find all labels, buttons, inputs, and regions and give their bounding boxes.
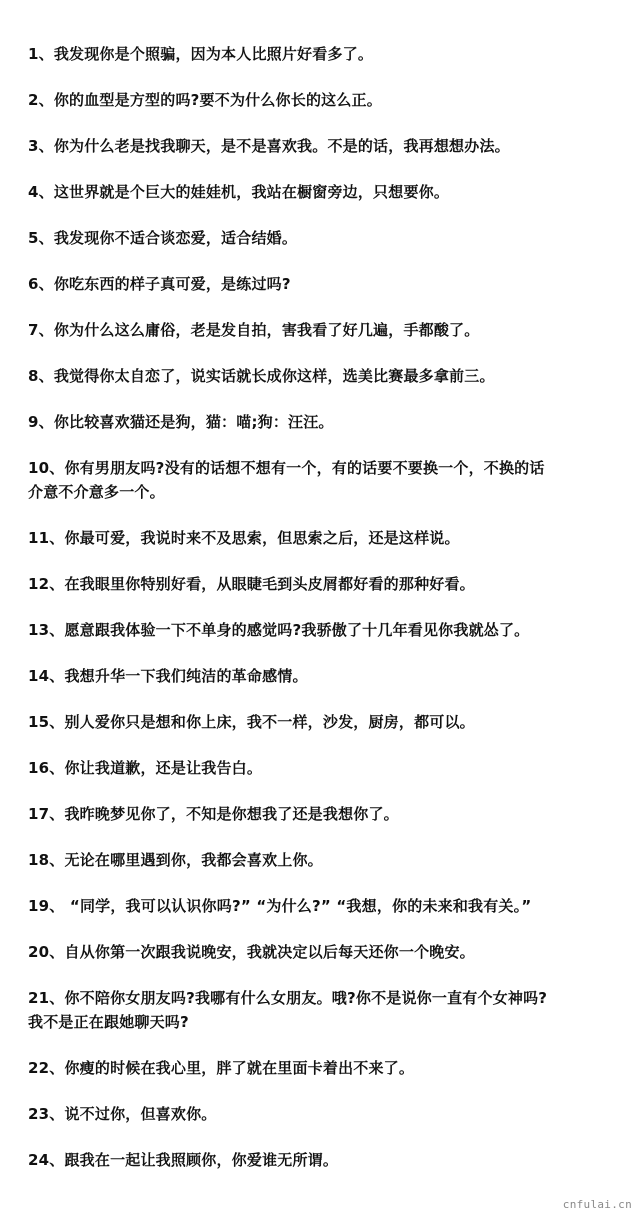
list-item-3: 3、你为什么老是找我聊天，是不是喜欢我。不是的话，我再想想办法。 bbox=[28, 137, 510, 155]
watermark: cnfulai.cn bbox=[562, 1198, 632, 1211]
list-item-19: 19、 “同学，我可以认识你吗?” “为什么?” “我想，你的未来和我有关。” bbox=[28, 897, 532, 915]
list-item-6: 6、你吃东西的样子真可爱，是练过吗? bbox=[28, 275, 291, 293]
list-item-15: 15、别人爱你只是想和你上床，我不一样，沙发，厨房，都可以。 bbox=[28, 713, 475, 731]
list-item-12: 12、在我眼里你特别好看，从眼睫毛到头皮屑都好看的那种好看。 bbox=[28, 575, 475, 593]
list-item-13: 13、愿意跟我体验一下不单身的感觉吗?我骄傲了十几年看见你我就怂了。 bbox=[28, 621, 530, 639]
list-item-18: 18、无论在哪里遇到你，我都会喜欢上你。 bbox=[28, 851, 323, 869]
list-item-11: 11、你最可爱，我说时来不及思索，但思索之后，还是这样说。 bbox=[28, 529, 460, 547]
list-item-5: 5、我发现你不适合谈恋爱，适合结婚。 bbox=[28, 229, 298, 247]
list-item-22: 22、你瘦的时候在我心里，胖了就在里面卡着出不来了。 bbox=[28, 1059, 415, 1077]
list-item-23: 23、说不过你，但喜欢你。 bbox=[28, 1105, 217, 1123]
list-item-4: 4、这世界就是个巨大的娃娃机，我站在橱窗旁边，只想要你。 bbox=[28, 183, 450, 201]
list-item-8: 8、我觉得你太自恋了，说实话就长成你这样，选美比赛最多拿前三。 bbox=[28, 367, 495, 385]
list-item-16: 16、你让我道歉，还是让我告白。 bbox=[28, 759, 263, 777]
list-item-9: 9、你比较喜欢猫还是狗，猫：喵;狗：汪汪。 bbox=[28, 413, 334, 431]
list-item-14: 14、我想升华一下我们纯洁的革命感情。 bbox=[28, 667, 308, 685]
list-item-10-continuation: 介意不介意多一个。 bbox=[28, 483, 165, 501]
list-item-17: 17、我昨晚梦见你了，不知是你想我了还是我想你了。 bbox=[28, 805, 399, 823]
list-item-7: 7、你为什么这么庸俗，老是发自拍，害我看了好几遍，手都酸了。 bbox=[28, 321, 480, 339]
list-item-21-continuation: 我不是正在跟她聊天吗? bbox=[28, 1013, 189, 1031]
list-item-20: 20、自从你第一次跟我说晚安，我就决定以后每天还你一个晚安。 bbox=[28, 943, 475, 961]
list-item-2: 2、你的血型是方型的吗?要不为什么你长的这么正。 bbox=[28, 91, 382, 109]
list-item-24: 24、跟我在一起让我照顾你，你爱谁无所谓。 bbox=[28, 1151, 339, 1169]
list-item-1: 1、我发现你是个照骗，因为本人比照片好看多了。 bbox=[28, 45, 374, 63]
list-item-10: 10、你有男朋友吗?没有的话想不想有一个，有的话要不要换一个，不换的话 bbox=[28, 459, 545, 477]
list-item-21: 21、你不陪你女朋友吗?我哪有什么女朋友。哦?你不是说你一直有个女神吗? bbox=[28, 989, 548, 1007]
